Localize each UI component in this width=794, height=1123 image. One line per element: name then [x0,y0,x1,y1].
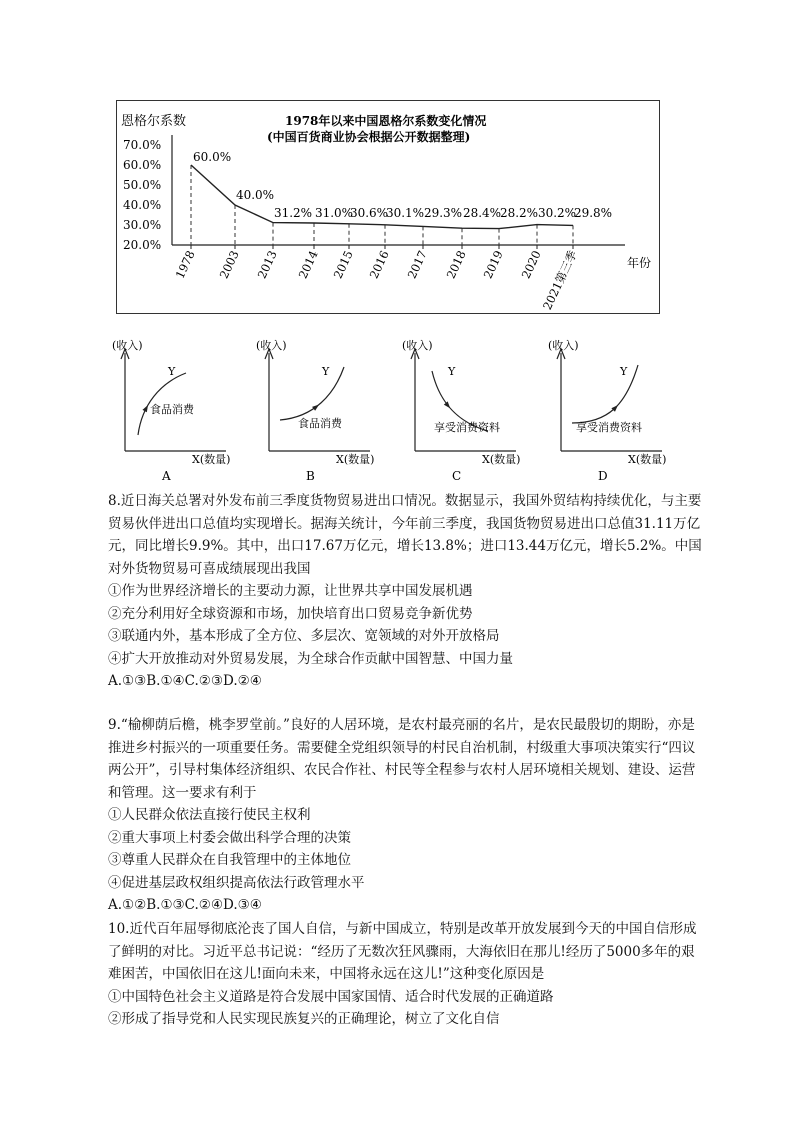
question-8-stem: 8.近日海关总署对外发布前三季度货物贸易进出口情况。数据显示，我国外贸结构持续优化，与主要贸易伙伴进出口总值均实现增长。据海关统计，今年前三季度，我国货物贸易进出口总值31.11万亿元，同比增长9.9%。其中，出口17.67万亿元，增长13.8%；进口13.44万亿元，增长5.2%。中国对外货物贸易可喜成绩展现出我国 [108,493,702,577]
chart-x-label: 年份 [627,256,652,270]
y-tick-label: 20.0% [123,238,162,252]
question-10-option-2: ②形成了指导党和人民实现民族复兴的正确理论，树立了文化自信 [108,1011,500,1027]
data-label: 31.2% [273,206,313,220]
data-label: 40.0% [235,188,275,202]
question-8 [108,490,708,693]
data-label: 30.1% [385,206,425,220]
engel-chart-svg [117,101,661,315]
y-tick-label: 30.0% [123,218,162,232]
chart-data-labels [193,150,612,220]
curve-graph-b [256,338,374,483]
data-label: 60.0% [193,150,232,164]
graph-x-label: X(数量) [482,453,521,466]
graph-x-label: X(数量) [336,453,375,466]
curve-graph-c [402,338,520,483]
data-label: 29.3% [423,206,463,220]
x-tick-label: 2013 [254,248,280,281]
x-tick-label: 2020 [518,248,544,281]
graph-letter: C [452,469,462,483]
question-8-option-3: ③联通内外，基本形成了全方位、多层次、宽领域的对外开放格局 [108,628,500,644]
chart-title: 1978年以来中国恩格尔系数变化情况 [285,114,487,128]
data-label: 28.4% [462,206,502,220]
chart-x-ticks [173,245,580,312]
graph-letter: D [598,469,608,483]
graph-y-label: (收入) [256,339,287,352]
question-9 [108,714,708,917]
x-tick-label: 2015 [330,248,356,281]
curve-inner-label: 食品消费 [150,403,194,416]
question-8-option-1: ①作为世界经济增长的主要动力源，让世界共享中国发展机遇 [108,583,473,599]
x-tick-label: 1978 [172,248,198,281]
graph-x-label: X(数量) [192,453,231,466]
graph-letter: A [162,469,171,483]
engel-chart [116,100,660,314]
curve-inner-label: 享受消费资料 [576,421,642,434]
curve-graph-a [112,338,230,483]
question-9-stem: 9.“榆柳荫后檐，桃李罗堂前。”良好的人居环境，是农村最亮丽的名片，是农民最殷切的期盼，亦是推进乡村振兴的一项重要任务。需要健全党组织领导的村民自治机制，村级重大事项决策实行“四议两公开”，引导村集体经济组织、农民合作社、村民等全程参与农村人居环境相关规划、建设、运营和管理。这一要求有利于 [108,717,696,801]
y-tick-label: 70.0% [123,138,162,152]
question-9-option-1: ①人民群众依法直接行使民主权利 [108,807,311,823]
graph-x-label: X(数量) [628,453,667,466]
question-9-option-4: ④促进基层政权组织提高依法行政管理水平 [108,874,365,891]
question-8-answers: A.①③B.①④C.②③D.②④ [108,673,262,689]
question-8-option-4: ④扩大开放推动对外贸易发展，为全球合作贡献中国智慧、中国力量 [108,650,513,667]
curve-graphs [100,335,700,485]
data-label: 30.6% [349,206,389,220]
curve-label: Y [620,365,628,378]
curve-label: Y [322,365,330,378]
question-9-answers: A.①②B.①③C.②④D.③④ [108,897,262,913]
graph-y-label: (收入) [402,339,433,352]
chart-y-label: 恩格尔系数 [121,114,187,129]
graph-y-label: (收入) [548,339,579,352]
curve-inner-label: 食品消费 [298,417,342,430]
curve-label: Y [448,365,456,378]
chart-y-ticks [123,138,161,252]
x-tick-label: 2019 [480,248,506,281]
x-tick-label: 2014 [295,248,321,281]
question-10-option-1: ①中国特色社会主义道路是符合发展中国家国情、适合时代发展的正确道路 [108,988,554,1005]
question-9-option-2: ②重大事项上村委会做出科学合理的决策 [108,829,351,846]
curve-graph-d [548,338,666,483]
y-tick-label: 40.0% [123,198,162,212]
x-tick-label: 2017 [404,248,430,281]
income-curve [280,367,344,420]
graph-letter: B [306,469,315,483]
data-label: 30.2% [537,206,577,220]
curve-inner-label: 享受消费资料 [434,421,500,434]
x-tick-label: 2003 [216,248,242,281]
chart-series [191,165,573,245]
x-tick-label: 2016 [366,248,392,281]
graph-y-label: (收入) [112,339,143,352]
question-10 [108,918,708,1031]
chart-subtitle: (中国百货商业协会根据公开数据整理) [267,130,471,144]
question-10-stem: 10.近代百年屈辱彻底沦丧了国人自信，与新中国成立，特别是改革开放发展到今天的中国自信形成了鲜明的对比。习近平总书记说：“经历了无数次狂风骤雨，大海依旧在那儿!经历了5000多年的艰难困苦，中国依旧在这儿!面向未来，中国将永远在这儿!”这种变化原因是 [108,921,697,982]
x-tick-label: 2018 [443,248,469,281]
income-curve [572,365,638,423]
data-label: 28.2% [499,206,539,220]
question-9-option-3: ③尊重人民群众在自我管理中的主体地位 [108,852,351,868]
data-label: 29.8% [573,206,613,220]
question-8-option-2: ②充分利用好全球资源和市场，加快培育出口贸易竞争新优势 [108,605,473,622]
curve-label: Y [168,365,176,378]
y-tick-label: 50.0% [123,178,162,192]
data-label: 31.0% [314,206,354,220]
y-tick-label: 60.0% [123,158,162,172]
x-tick-label: 2021第三季 [540,248,580,313]
